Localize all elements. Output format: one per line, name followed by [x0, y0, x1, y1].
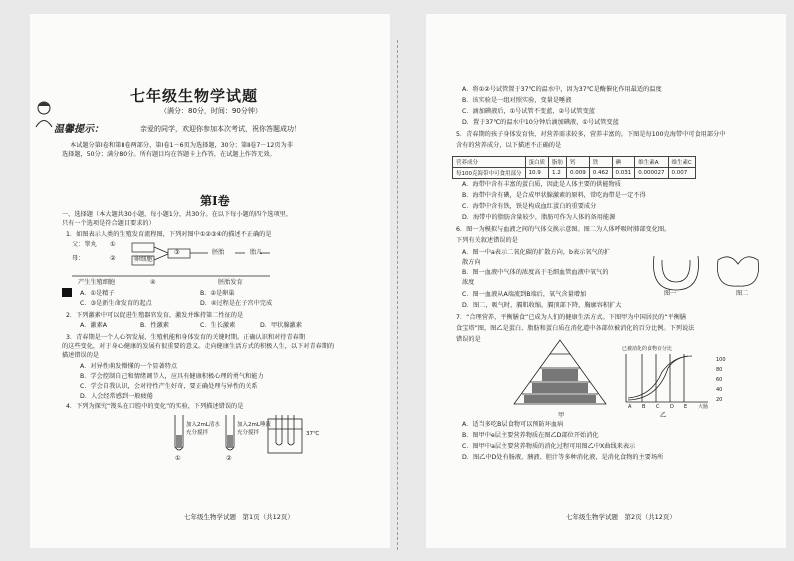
- table-header: 维生素C: [668, 157, 695, 168]
- chart-x-label: 大肠: [698, 404, 709, 410]
- figure-1-label: 图一: [664, 290, 677, 297]
- question-6: 6．图一为模拟与血液之间的气体交换示意图。图二为人体呼吸时肺部变化图。: [456, 226, 671, 233]
- table-row: [453, 168, 696, 179]
- diagram-father: 父：睾丸: [72, 241, 97, 248]
- chart-tick: 100: [716, 357, 726, 363]
- food-pyramid-diagram: [510, 338, 610, 410]
- question-2: 2．下列激素中可以促进生殖器官发育，激发并维持第二性征的是: [66, 312, 244, 319]
- q5-option-b: B．海带中含有碘，是合成甲状腺激素的原料，常吃海带是一定不得: [462, 192, 646, 199]
- question-7: 错误的是: [456, 336, 481, 343]
- right-footer: 七年级生物学试题 第2页（共12页）: [566, 513, 676, 521]
- water-bath-temp: 37℃: [306, 431, 320, 437]
- q2-option-d: D．甲状腺激素: [260, 322, 302, 329]
- chart-letter: C: [656, 404, 660, 410]
- diagram-caption-left: 产生生殖细胞: [78, 279, 116, 286]
- q2-option-c: C．生长激素: [200, 322, 236, 329]
- question-5: 5．青春期的孩子身体发育快，对营养需求较多，营养丰富的。下图是每100克海带中可食用部分中: [456, 131, 726, 138]
- diagram-num-3: ③: [174, 249, 180, 256]
- diagram-mother: 母：: [72, 255, 85, 262]
- table-header: 营养成分: [453, 157, 526, 168]
- q6-option-a: A．图一中a表示二氧化碳的扩散方向，b表示氧气的扩: [462, 249, 611, 256]
- q6-option-c: C．图一血液从A端流到B端后，氧气含量增加: [462, 291, 587, 298]
- table-row-label: 每100克海带中可食用部分: [453, 168, 526, 179]
- question-6: 下列有关叙述错误的是: [456, 237, 518, 244]
- q3-option-d: D．人会经常感到一般疲倦: [80, 393, 153, 400]
- q6-option-d: D．图二，吸气时，膈肌收缩，膈顶部下降，胸廓容积扩大: [462, 302, 622, 309]
- q6-option-b: 浓度: [462, 279, 475, 286]
- figure-2-label: 图二: [736, 290, 749, 297]
- exam-subtitle: （满分：80分，时间：90分钟）: [160, 107, 262, 115]
- q3-option-a: A．对异性萌发懵懂的一个显著特点: [80, 363, 178, 370]
- tip-label: 温馨提示：: [54, 124, 104, 135]
- q1-option-d: D．④过程是在子宫中完成: [200, 300, 273, 307]
- exam-title: 七年级生物学试题: [130, 87, 259, 105]
- question-7: 食宝塔”图，图乙是蛋白、脂肪和蛋白质在消化道中各部位被消化的百分比例。下列说法: [456, 325, 695, 332]
- table-header: 铁: [589, 157, 612, 168]
- tube-1-num: ①: [175, 455, 181, 462]
- diagram-num-4: ④: [150, 279, 156, 286]
- digestion-chart: [622, 352, 712, 410]
- chart-title: 已被消化的食物百分比: [622, 346, 673, 352]
- tube2-label: 加入2mL唾液: [237, 422, 271, 428]
- table-header: 钙: [567, 157, 590, 168]
- q5-option-c: C．海带中含有铁，铁是构成血红蛋白的重要成分: [462, 203, 597, 210]
- question-3: 3．青春期是一个人心智发展、生殖机能和身体发育的关键时期。正确认识和对待青春期: [66, 334, 306, 341]
- table-cell: 1.2: [549, 168, 567, 179]
- instructions-line: 只有一个选项是符合题目要求的）: [62, 220, 155, 227]
- diagram-num-1: ①: [110, 241, 116, 248]
- left-footer: 七年级生物学试题 第1页（共12页）: [184, 513, 294, 521]
- table-cell: 0.009: [567, 168, 590, 179]
- binding-mark: [62, 288, 72, 297]
- tube2-label: 充分搅拌: [237, 430, 260, 436]
- q5-option-a: A．海带中含有丰富的蛋白质，因此是人体主要的供能物质: [462, 181, 621, 188]
- table-cell: 10.9: [525, 168, 549, 179]
- table-cell: 0.462: [589, 168, 612, 179]
- q1-option-c: C．③是新生命发育的起点: [80, 300, 152, 307]
- q3-option-b: B．学会控制自己和情绪调节人，应具有健康积极心理的勇气和能力: [80, 373, 264, 380]
- q5-option-d: D．海带中的脂肪含量较少，脂肪可作为人体的备用能源: [462, 214, 616, 221]
- q3-option-c: C．学会自我认识，会对待性产生好奇，要正确处理与异性的关系: [80, 383, 258, 390]
- question-3: 描述错误的是: [62, 352, 100, 359]
- instructions-line: 一、选择题（本大题共30小题，每小题1分，共30分。在以下每小题的四个选项里，: [62, 211, 293, 218]
- diagram-embryo: 胚胎: [212, 249, 225, 256]
- q1-option-a: A．①是精子: [80, 290, 115, 297]
- question-5: 含有的营养成分，以下描述不正确的是: [456, 142, 562, 149]
- q2-option-b: B．性激素: [140, 322, 169, 329]
- chart-tick: 80: [716, 367, 723, 373]
- question-4: 4．下列为探究“馒头在口腔中的变化”的实验，下列描述错误的是: [66, 403, 244, 410]
- tube1-label: 加入2mL清水: [186, 422, 220, 428]
- q7-option-d: D．图乙中D处有肠液、胰液、胆汁等多种消化液，是消化食物的主要场所: [462, 454, 664, 461]
- intro-line: 本试题分第Ⅰ卷和第Ⅱ卷两部分，第Ⅰ卷1－6页为选择题，30分；第Ⅱ卷7－12页为非: [70, 142, 293, 149]
- q4-option-a: A．将①②号试管置于37℃的温水中，因为37℃是酶催化作用最适的温度: [462, 86, 662, 93]
- table-cell: 0.031: [612, 168, 635, 179]
- table-header: 脂肪: [549, 157, 567, 168]
- q4-option-d: D．置于37℃的温水中10分钟后滴加碘液，①号试管变蓝: [462, 119, 619, 126]
- table-header: 维生素A: [635, 157, 668, 168]
- figure-jia-label: 甲: [558, 412, 565, 419]
- tube1-label: 充分搅拌: [186, 430, 209, 436]
- chart-letter: D: [670, 404, 674, 410]
- q7-option-c: C．图甲中a层主要营养物质的消化过程可用图乙中X曲线来表示: [462, 443, 636, 450]
- chart-letter: B: [642, 404, 646, 410]
- table-header: 蛋白质: [525, 157, 549, 168]
- q1-option-b: B．②是卵巢: [200, 290, 235, 297]
- table-cell: 0.007: [668, 168, 695, 179]
- tube-2-num: ②: [226, 455, 232, 462]
- table-header-row: [453, 157, 696, 168]
- figure-yi-label: 乙: [660, 412, 667, 419]
- chart-tick: 60: [716, 377, 723, 383]
- q2-option-a: A．激素A: [80, 322, 108, 329]
- diagram-num-2: ②: [110, 255, 116, 262]
- table-header: 碘: [612, 157, 635, 168]
- alveolus-lung-diagram: [646, 250, 766, 295]
- section-heading: 第Ⅰ卷: [200, 194, 230, 208]
- intro-line: 选择题，50分；满分80分。所有题目均在答题卡上作答，在试题上作答无效。: [62, 151, 276, 158]
- tip-text: 亲爱的同学，欢迎你参加本次考试，祝你答题成功！: [140, 125, 301, 133]
- diagram-fetus: 胎儿: [250, 249, 263, 256]
- chart-tick: 40: [716, 387, 723, 393]
- chart-letter: A: [628, 404, 632, 410]
- chart-letter: E: [684, 404, 688, 410]
- page-divider: [397, 40, 398, 550]
- question-7: 7．“合理营养，平衡膳食”已成为人们的健康生活方式。下图甲为中国居民的“平衡膳: [456, 314, 687, 321]
- q6-option-b: B．图一血液中气体的浓度高于毛细血管血液中氧气的: [462, 269, 609, 276]
- q4-option-c: C．滴加碘液后，①号试管不变蓝，②号试管变蓝: [462, 108, 595, 115]
- table-cell: 0.000027: [635, 168, 668, 179]
- chart-tick: 20: [716, 397, 723, 403]
- question-3: 的这些变化，对于身心健康的发展有很重要的意义。走向健康生活方式的积极人生，以下对青春期的: [62, 343, 335, 350]
- nutrient-table: [452, 156, 696, 179]
- q4-option-b: B．该实验是一组对照实验，变量是唾液: [462, 97, 572, 104]
- q6-option-a: 散方向: [462, 259, 481, 266]
- diagram-caption-right: 胚胎发育: [218, 279, 243, 286]
- q7-option-b: B．图甲中e层主要营养物质在图乙D部位开始消化: [462, 432, 599, 439]
- question-1: 1．如图表示人类的生殖发育流程图，下列对图中①②③④的描述不正确的是: [66, 231, 272, 238]
- teacher-icon: [32, 100, 56, 128]
- diagram-ovum: 卵细胞: [134, 256, 153, 263]
- q7-option-a: A．适当多吃B层食物可以预防坏血病: [462, 421, 564, 428]
